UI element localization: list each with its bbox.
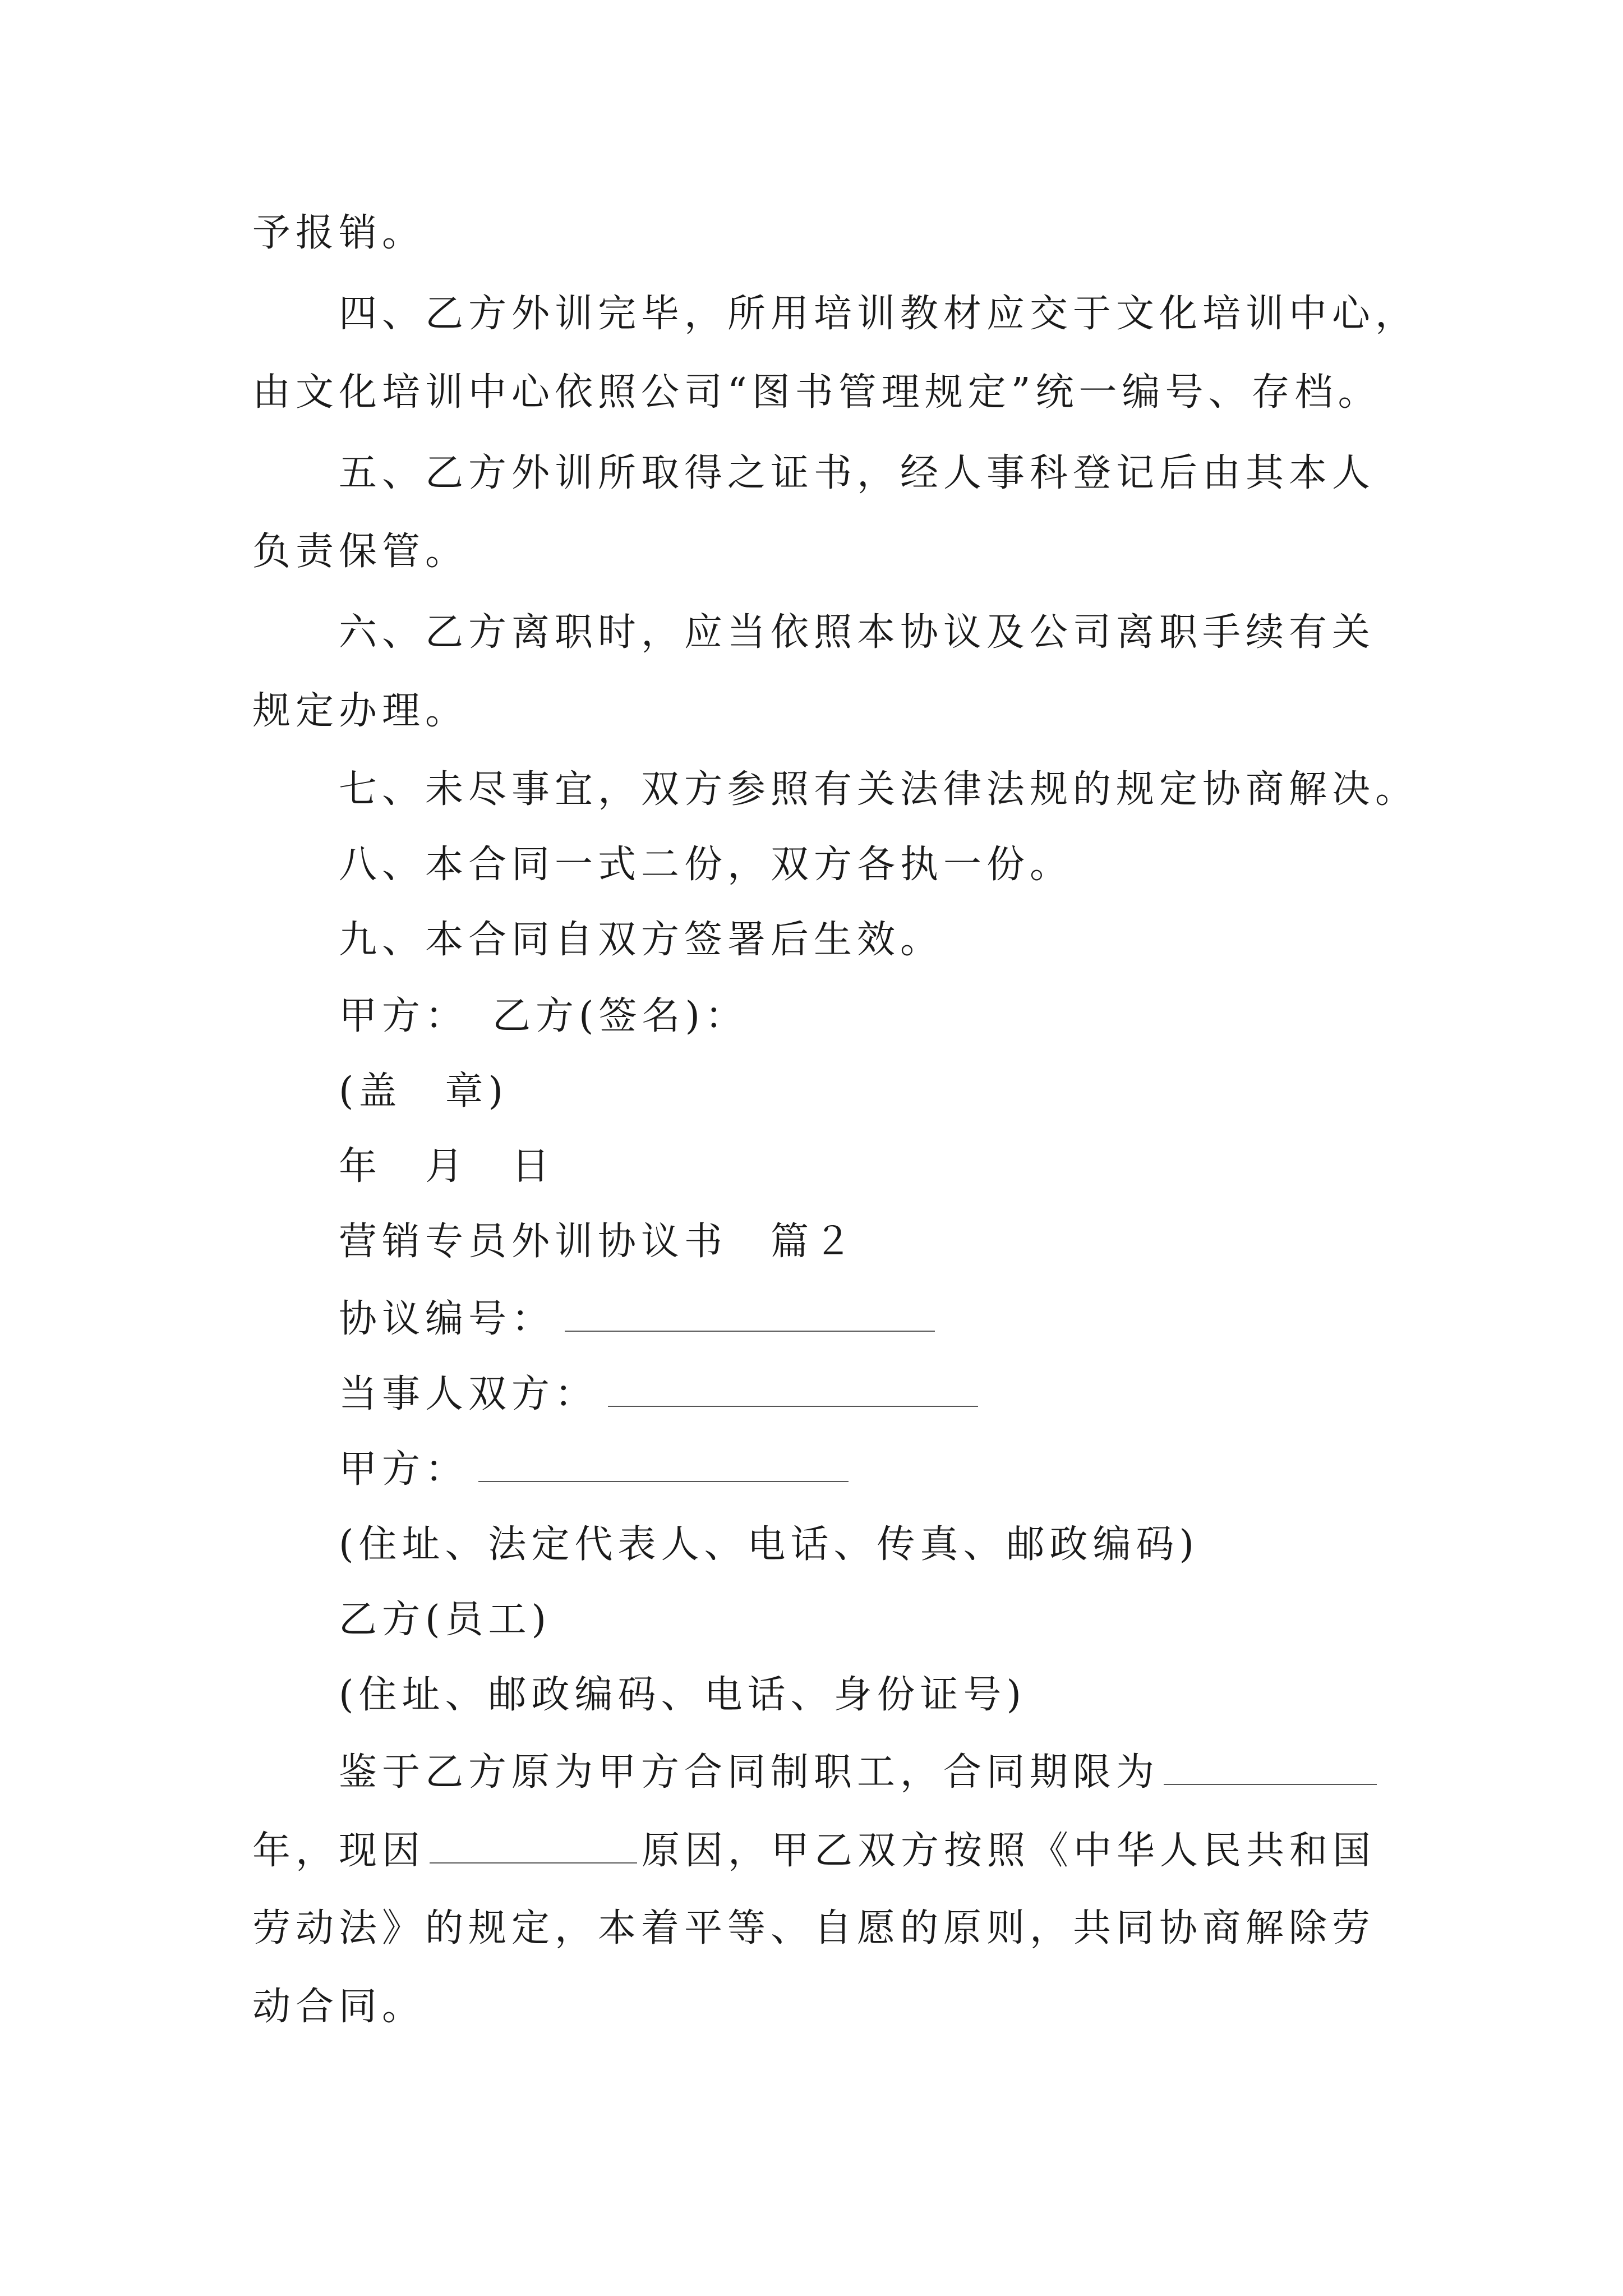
parties-label: 当事人双方： <box>339 1372 598 1416</box>
party-a-blank <box>478 1450 849 1482</box>
section-title: 营销专员外训协议书 篇２ <box>339 1220 857 1264</box>
parties-blank <box>608 1374 978 1407</box>
recital-line-3: 劳动法》的规定，本着平等、自愿的原则，共同协商解除劳 <box>252 1906 1376 1950</box>
party-b-label: 乙方(员工) <box>339 1598 552 1642</box>
party-a-row <box>339 1447 849 1492</box>
agreement-number-label: 协议编号： <box>339 1297 555 1341</box>
parties-row <box>339 1374 978 1414</box>
clause-4-line-2: 由文化培训中心依照公司“图书管理规定”统一编号、存档。 <box>252 370 1381 415</box>
reason-blank <box>430 1831 637 1864</box>
clause-8: 八、本合同一式二份，双方各执一份。 <box>339 843 1073 887</box>
recital-line-4: 动合同。 <box>252 1985 426 2029</box>
party-a-label: 甲方： <box>339 1447 469 1492</box>
clause-5-line-1: 五、乙方外训所取得之证书，经人事科登记后由其本人 <box>339 451 1376 495</box>
party-a-info: (住址、法定代表人、电话、传真、邮政编码) <box>339 1522 1200 1567</box>
recital-line-1-text: 鉴于乙方原为甲方合同制职工，合同期限为 <box>339 1750 1160 1795</box>
clause-4-line-1: 四、乙方外训完毕，所用培训教材应交于文化培训中心， <box>339 292 1419 336</box>
clause-7: 七、未尽事宜，双方参照有关法律法规的规定协商解决。 <box>339 767 1419 812</box>
agreement-number-blank <box>565 1299 935 1332</box>
recital-line-2 <box>252 1829 1376 1873</box>
date-line: 年 月 日 <box>339 1144 555 1189</box>
seal-line: (盖 章) <box>339 1069 509 1114</box>
recital-line-2-end: 原因，甲乙双方按照《中华人民共和国 <box>642 1829 1376 1873</box>
agreement-number-row <box>339 1297 935 1341</box>
signature-line: 甲方： 乙方(签名)： <box>339 994 749 1038</box>
party-b-info: (住址、邮政编码、电话、身份证号) <box>339 1673 1027 1717</box>
recital-line-2-start: 年，现因 <box>252 1829 426 1873</box>
contract-term-blank <box>1164 1752 1377 1785</box>
recital-line-1 <box>339 1750 1381 1795</box>
clause-6-line-1: 六、乙方离职时，应当依照本协议及公司离职手续有关 <box>339 610 1376 655</box>
clause-6-line-2: 规定办理。 <box>252 689 469 733</box>
paragraph-continuation: 予报销。 <box>252 211 426 255</box>
clause-5-line-2: 负责保管。 <box>252 530 469 574</box>
clause-9: 九、本合同自双方签署后生效。 <box>339 918 944 962</box>
